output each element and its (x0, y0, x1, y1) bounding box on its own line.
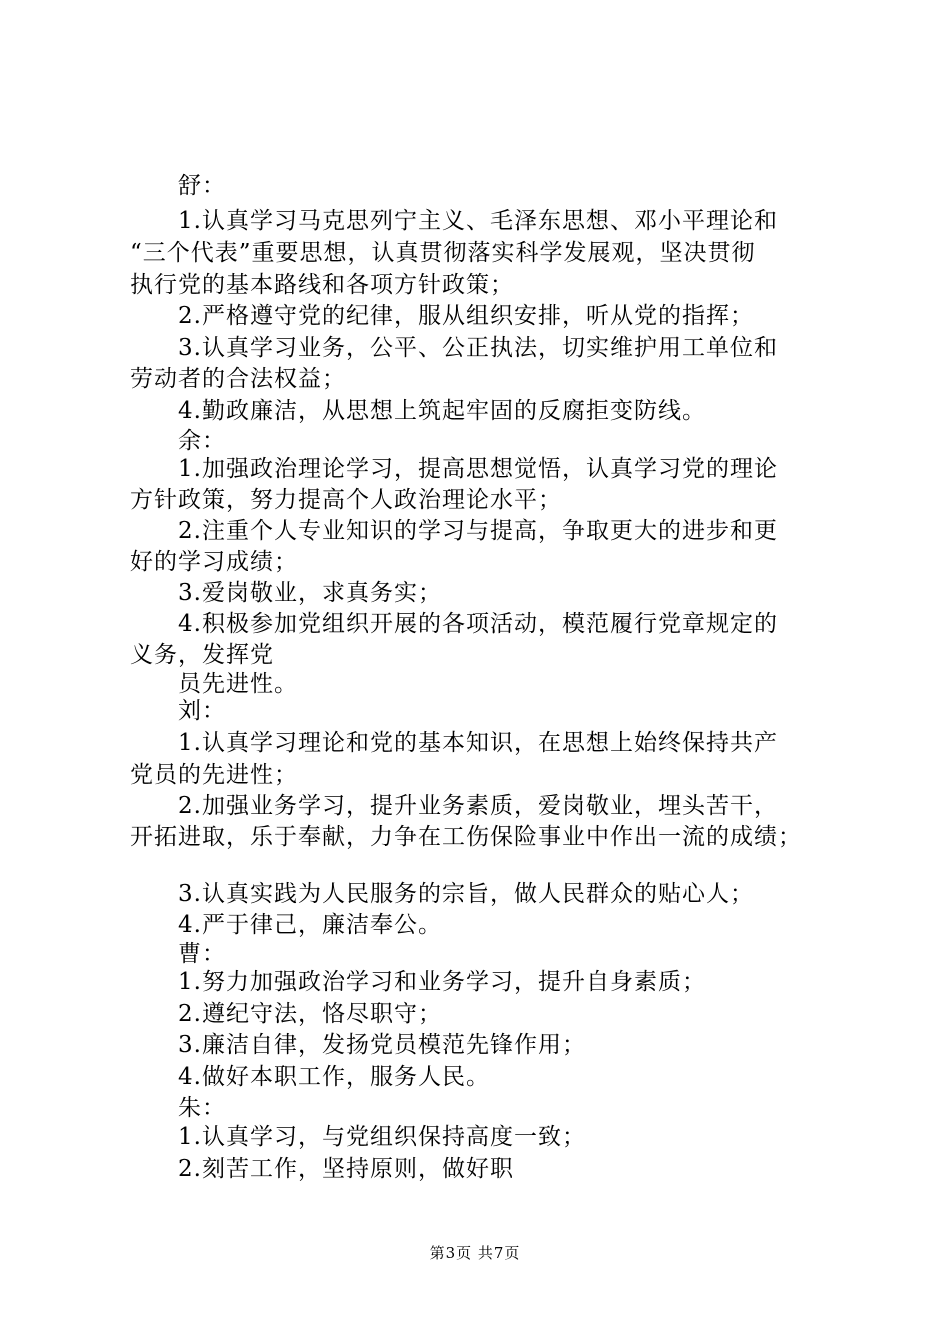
text-line: 方针政策，努力提高个人政治理论水平； (130, 487, 562, 513)
text-line: 1.加强政治理论学习，提高思想觉悟，认真学习党的理论 (178, 456, 778, 482)
text-line: 义务，发挥党 (130, 642, 274, 668)
text-line: 2.遵纪守法，恪尽职守； (178, 1001, 442, 1027)
text-line: 好的学习成绩； (130, 549, 298, 575)
text-line: 执行党的基本路线和各项方针政策； (130, 272, 514, 298)
text-line: 3.认真学习业务，公平、公正执法，切实维护用工单位和 (178, 335, 778, 361)
text-line: 刘： (178, 698, 226, 724)
text-line: 3.爱岗敬业，求真务实； (178, 580, 442, 606)
text-line: 1.认真学习马克思列宁主义、毛泽东思想、邓小平理论和 (178, 208, 778, 234)
page-number-footer: 第3页 共7页 (429, 1244, 521, 1262)
text-line: 1.努力加强政治学习和业务学习，提升自身素质； (178, 969, 706, 995)
text-line: 4.做好本职工作，服务人民。 (178, 1064, 490, 1090)
text-line: “三个代表”重要思想，认真贯彻落实科学发展观，坚决贯彻 (130, 240, 756, 266)
text-line: 舒： (178, 173, 226, 199)
text-line: 4.勤政廉洁，从思想上筑起牢固的反腐拒变防线。 (178, 398, 706, 424)
text-line: 2.加强业务学习，提升业务素质，爱岗敬业，埋头苦干， (178, 793, 778, 819)
text-line: 员先进性。 (178, 671, 298, 697)
text-line: 劳动者的合法权益； (130, 366, 346, 392)
text-line: 4.严于律己，廉洁奉公。 (178, 912, 442, 938)
text-line: 2.严格遵守党的纪律，服从组织安排，听从党的指挥； (178, 303, 754, 329)
text-line: 曹： (178, 941, 226, 967)
text-line: 1.认真学习，与党组织保持高度一致； (178, 1124, 586, 1150)
text-line: 2.注重个人专业知识的学习与提高，争取更大的进步和更 (178, 518, 778, 544)
text-line: 余： (178, 428, 226, 454)
text-line: 3.廉洁自律，发扬党员模范先锋作用； (178, 1032, 586, 1058)
text-line: 1.认真学习理论和党的基本知识，在思想上始终保持共产 (178, 730, 778, 756)
text-line: 党员的先进性； (130, 762, 298, 788)
text-line: 3.认真实践为人民服务的宗旨，做人民群众的贴心人； (178, 881, 754, 907)
text-line: 4.积极参加党组织开展的各项活动，模范履行党章规定的 (178, 611, 778, 637)
text-line: 朱： (178, 1095, 226, 1121)
text-line: 2.刻苦工作，坚持原则，做好职 (178, 1156, 514, 1182)
text-line: 开拓进取，乐于奉献，力争在工伤保险事业中作出一流的成绩； (130, 824, 802, 850)
